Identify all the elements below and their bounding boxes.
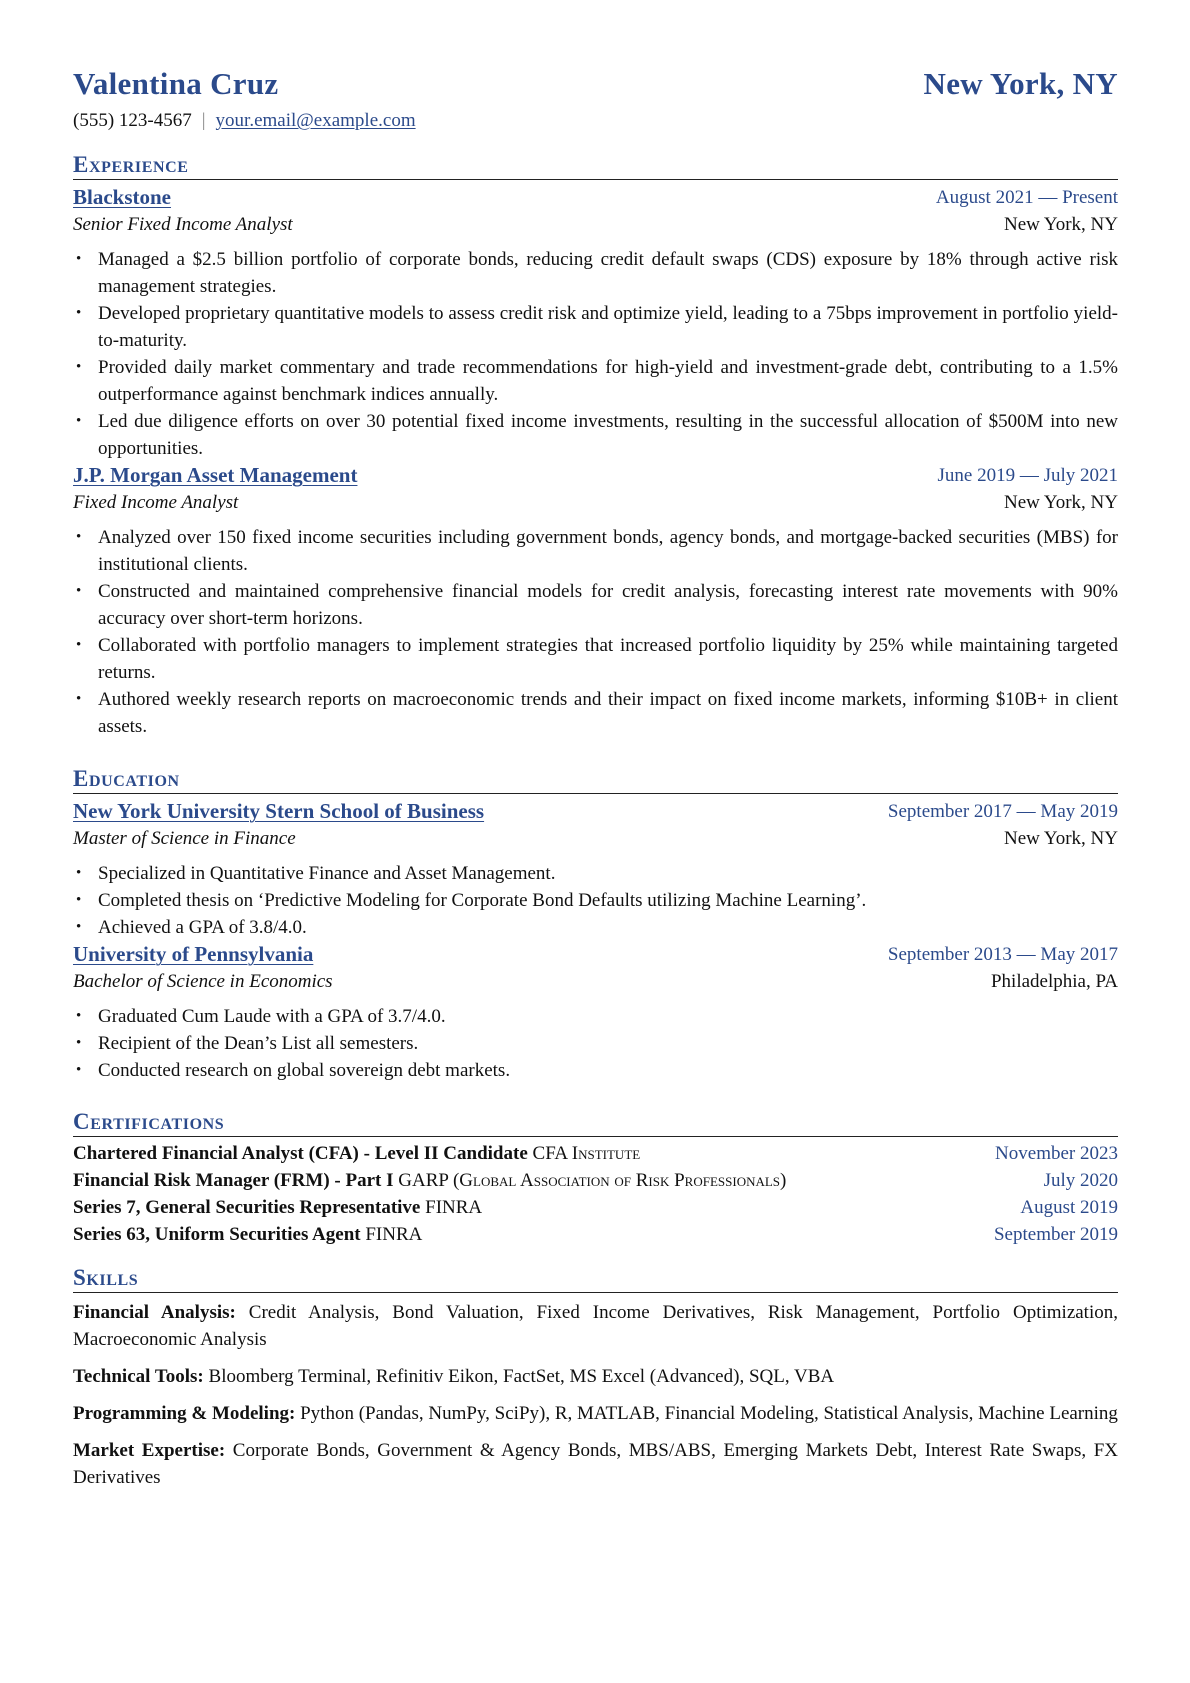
skill-value: Corporate Bonds, Government & Agency Bonds, MBS/ABS, Emerging Markets Debt, Interest Rate Swaps, FX Derivatives <box>73 1440 1118 1488</box>
certification-date: August 2019 <box>1020 1197 1118 1218</box>
education-section <box>73 766 1118 1084</box>
skill-row <box>73 1299 1118 1353</box>
school-link[interactable]: New York University Stern School of Business <box>73 799 485 823</box>
certification-date: July 2020 <box>1043 1170 1118 1191</box>
job-bullets <box>73 524 1118 740</box>
skill-value: Credit Analysis, Bond Valuation, Fixed Income Derivatives, Risk Management, Portfolio Optimization, Macroeconomic Analysis <box>73 1302 1118 1350</box>
phone-number: (555) 123-4567 <box>73 110 192 131</box>
candidate-name: Valentina Cruz <box>73 66 279 101</box>
school-location: Philadelphia, PA <box>990 971 1118 992</box>
skill-row <box>73 1400 1118 1427</box>
contact-separator: | <box>201 110 206 131</box>
school-dates: September 2013 — May 2017 <box>887 944 1118 965</box>
section-title-certifications: Certifications <box>73 1109 225 1134</box>
header-location: New York, NY <box>923 66 1118 101</box>
certification-name: Series 7, General Securities Representative <box>73 1197 421 1218</box>
section-title-education: Education <box>73 766 180 791</box>
contact-line <box>73 110 416 132</box>
certification-issuer: GARP (Global Association of Risk Professionals) <box>398 1170 787 1191</box>
certification-issuer: FINRA <box>425 1197 483 1218</box>
bullet-item: • Authored weekly research reports on macroeconomic trends and their impact on fixed income markets, informing $10B+ in client assets. <box>73 686 1118 740</box>
bullet-item: • Achieved a GPA of 3.8/4.0. <box>73 914 1118 941</box>
skills-section <box>73 1265 1118 1501</box>
section-divider <box>73 793 1118 794</box>
skill-value: Bloomberg Terminal, Refinitiv Eikon, FactSet, MS Excel (Advanced), SQL, VBA <box>208 1366 835 1387</box>
bullet-item: • Provided daily market commentary and trade recommendations for high-yield and investment-grade debt, contributing to a 1.5% outperformance against benchmark indices annually. <box>73 354 1118 408</box>
certification-date: November 2023 <box>995 1143 1118 1164</box>
section-divider <box>73 1292 1118 1293</box>
job-dates: August 2021 — Present <box>935 187 1118 208</box>
job-location: New York, NY <box>1003 214 1118 235</box>
company-link[interactable]: Blackstone <box>73 185 172 209</box>
job-location: New York, NY <box>1003 492 1118 513</box>
skill-row <box>73 1363 1118 1390</box>
skill-label: Programming & Modeling: <box>73 1403 296 1424</box>
degree: Bachelor of Science in Economics <box>73 971 333 992</box>
bullet-item: • Analyzed over 150 fixed income securities including government bonds, agency bonds, and mortgage-backed securities (MBS) for institutional clients. <box>73 524 1118 578</box>
bullet-item: • Led due diligence efforts on over 30 potential fixed income investments, resulting in the successful allocation of $500M into new opportunities. <box>73 408 1118 462</box>
bullet-item: • Conducted research on global sovereign debt markets. <box>73 1057 1118 1084</box>
school-location: New York, NY <box>1003 828 1118 849</box>
certifications-section <box>73 1109 1118 1248</box>
certification-issuer: FINRA <box>365 1224 423 1245</box>
bullet-item: • Recipient of the Dean’s List all semesters. <box>73 1030 1118 1057</box>
certification-date: September 2019 <box>993 1224 1118 1245</box>
school-dates: September 2017 — May 2019 <box>887 801 1118 822</box>
experience-section <box>73 152 1118 740</box>
certification-row <box>73 1140 1118 1167</box>
school-entry <box>73 798 1118 941</box>
bullet-item: • Specialized in Quantitative Finance and Asset Management. <box>73 860 1118 887</box>
certification-row <box>73 1221 1118 1248</box>
job-entry <box>73 462 1118 740</box>
bullet-item: • Developed proprietary quantitative models to assess credit risk and optimize yield, leading to a 75bps improvement in portfolio yield-to-maturity. <box>73 300 1118 354</box>
certification-row <box>73 1194 1118 1221</box>
bullet-item: • Graduated Cum Laude with a GPA of 3.7/4.0. <box>73 1003 1118 1030</box>
certification-name: Financial Risk Manager (FRM) - Part I <box>73 1170 394 1191</box>
bullet-item: • Managed a $2.5 billion portfolio of corporate bonds, reducing credit default swaps (CDS) exposure by 18% through active risk management strategies. <box>73 246 1118 300</box>
job-title: Senior Fixed Income Analyst <box>73 214 293 235</box>
certification-name: Series 63, Uniform Securities Agent <box>73 1224 361 1245</box>
section-title-skills: Skills <box>73 1265 139 1290</box>
school-bullets <box>73 860 1118 941</box>
skill-label: Financial Analysis: <box>73 1302 236 1323</box>
skill-row <box>73 1437 1118 1491</box>
company-link[interactable]: J.P. Morgan Asset Management <box>73 463 358 487</box>
skill-label: Technical Tools: <box>73 1366 204 1387</box>
email-link[interactable]: your.email@example.com <box>215 110 416 131</box>
certification-row <box>73 1167 1118 1194</box>
section-title-experience: Experience <box>73 152 189 177</box>
bullet-item: • Constructed and maintained comprehensive financial models for credit analysis, forecasting interest rate movements with 90% accuracy over short-term horizons. <box>73 578 1118 632</box>
job-bullets <box>73 246 1118 462</box>
job-dates: June 2019 — July 2021 <box>937 465 1118 486</box>
certification-issuer: CFA Institute <box>532 1143 641 1164</box>
school-entry <box>73 941 1118 1084</box>
certification-name: Chartered Financial Analyst (CFA) - Level II Candidate <box>73 1143 528 1164</box>
degree: Master of Science in Finance <box>73 828 296 849</box>
skill-label: Market Expertise: <box>73 1440 226 1461</box>
bullet-item: • Completed thesis on ‘Predictive Modeling for Corporate Bond Defaults utilizing Machine Learning’. <box>73 887 1118 914</box>
bullet-item: • Collaborated with portfolio managers to implement strategies that increased portfolio liquidity by 25% while maintaining targeted returns. <box>73 632 1118 686</box>
skill-value: Python (Pandas, NumPy, SciPy), R, MATLAB, Financial Modeling, Statistical Analysis, Machine Learning <box>300 1403 1118 1424</box>
school-link[interactable]: University of Pennsylvania <box>73 942 314 966</box>
section-divider <box>73 179 1118 180</box>
school-bullets <box>73 1003 1118 1084</box>
section-divider <box>73 1136 1118 1137</box>
job-title: Fixed Income Analyst <box>73 492 239 513</box>
job-entry <box>73 184 1118 462</box>
resume-header <box>73 66 1118 102</box>
